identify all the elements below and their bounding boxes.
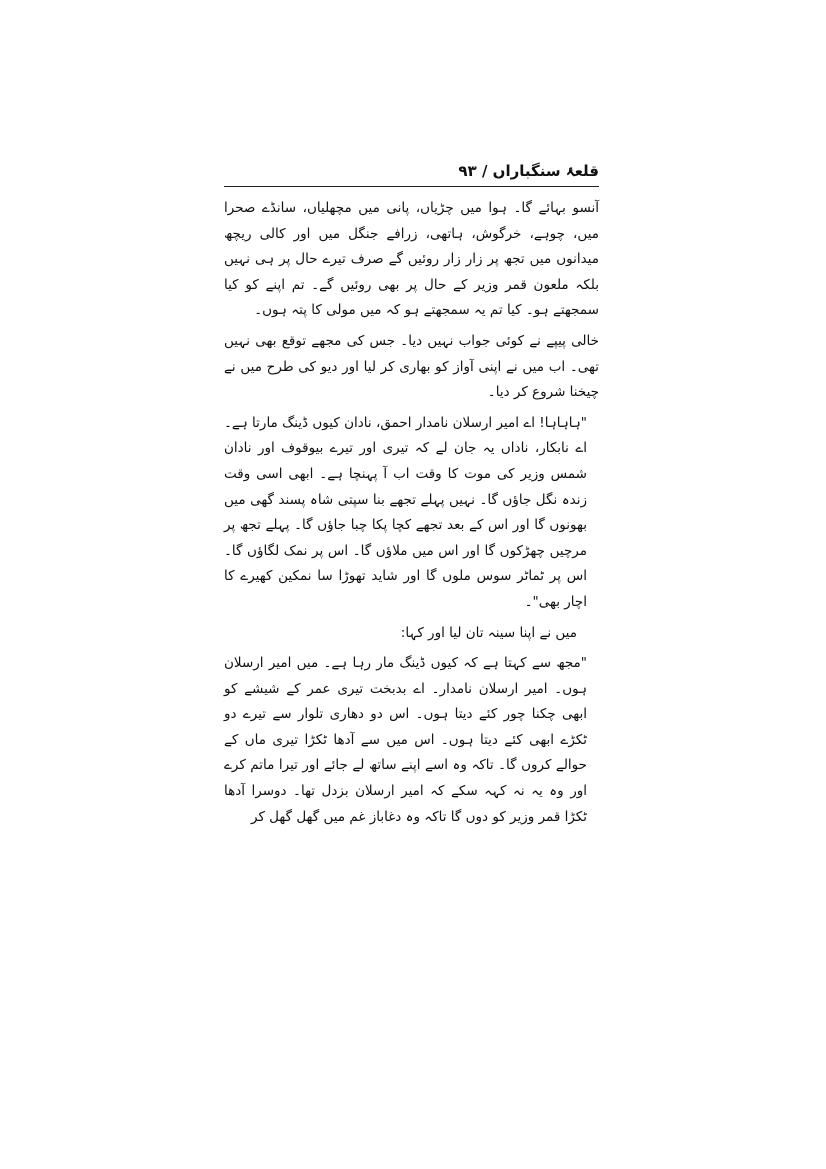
paragraph-1: آنسو بہائے گا۔ ہوا میں چڑیاں، پانی میں مچھلیاں، سانڈے صحرا میں، چوہے، خرگوش، ہاتھی، زرافے جنگل میں اور کالی ریچھ میدانوں میں تجھ پر زار زار روئیں گے صرف تیرے حال پر ہی نہیں بلکہ ملعون قمر وزیر کے حال پر بھی روئیں گے۔ تم اپنے کو کیا سمجھتے ہو۔ کیا تم یہ سمجھتے ہو کہ میں مولی کا پتہ ہوں۔ [224, 200, 599, 319]
paragraph-5-quote: "مجھ سے کہتا ہے کہ کیوں ڈینگ مار رہا ہے۔ میں امیر ارسلان ہوں۔ امیر ارسلان نامدار۔ اے بدبخت تیری عمر کے شیشے کو ابھی چکنا چور کئے دیتا ہوں۔ اس دو دھاری تلوار سے تیرے دو ٹکڑے ابھی کئے دیتا ہوں۔ اس میں سے آدھا ٹکڑا تیری ماں کے حوالے کروں گا۔ تاکہ وہ اسے اپنے ساتھ لے جائے اور تیرا ماتم کرے اور وہ یہ نہ کہہ سکے کہ امیر ارسلان بزدل تھا۔ دوسرا آدھا ٹکڑا قمر وزیر کو دوں گا تاکہ وہ دغاباز غم میں گھل گھل کر [224, 655, 587, 825]
paragraph-2: خالی پیپے نے کوئی جواب نہیں دیا۔ جس کی مجھے توقع بھی نہیں تھی۔ اب میں نے اپنی آواز کو بھاری کر لیا اور دیو کی طرح میں نے چیخنا شروع کر دیا۔ [224, 332, 599, 401]
header-divider [224, 186, 599, 187]
paragraph-4: میں نے اپنا سینہ تان لیا اور کہا: [400, 624, 577, 641]
paragraph-3-quote: "ہاہاہا! اے امیر ارسلان نامدار احمق، نادان کیوں ڈینگ مارتا ہے۔ اے نابکار، ناداں یہ جان لے کہ تیری اور تیرے بیوقوف اور نادان شمس وزیر کی موت کا وقت اب آ پہنچا ہے۔ ابھی اسی وقت زندہ نگل جاؤں گا۔ نہیں پہلے تجھے بنا سپتی شاہ پسند گھی میں بھونوں گا اور اس کے بعد تجھے کچا پکا چبا جاؤں گا۔ پہلے تجھ پر مرچیں چھڑکوں گا اور اس میں ملاؤں گا۔ اس پر نمک لگاؤں گا۔ اس پر ٹماٹر سوس ملوں گا اور شاید تھوڑا سا نمکین کھیرے کا اچار بھی"۔ [224, 414, 587, 610]
running-header-title: قلعۂ سنگباراں / ۹۳ [458, 162, 599, 180]
page-body [224, 196, 599, 830]
page-header [224, 160, 599, 184]
